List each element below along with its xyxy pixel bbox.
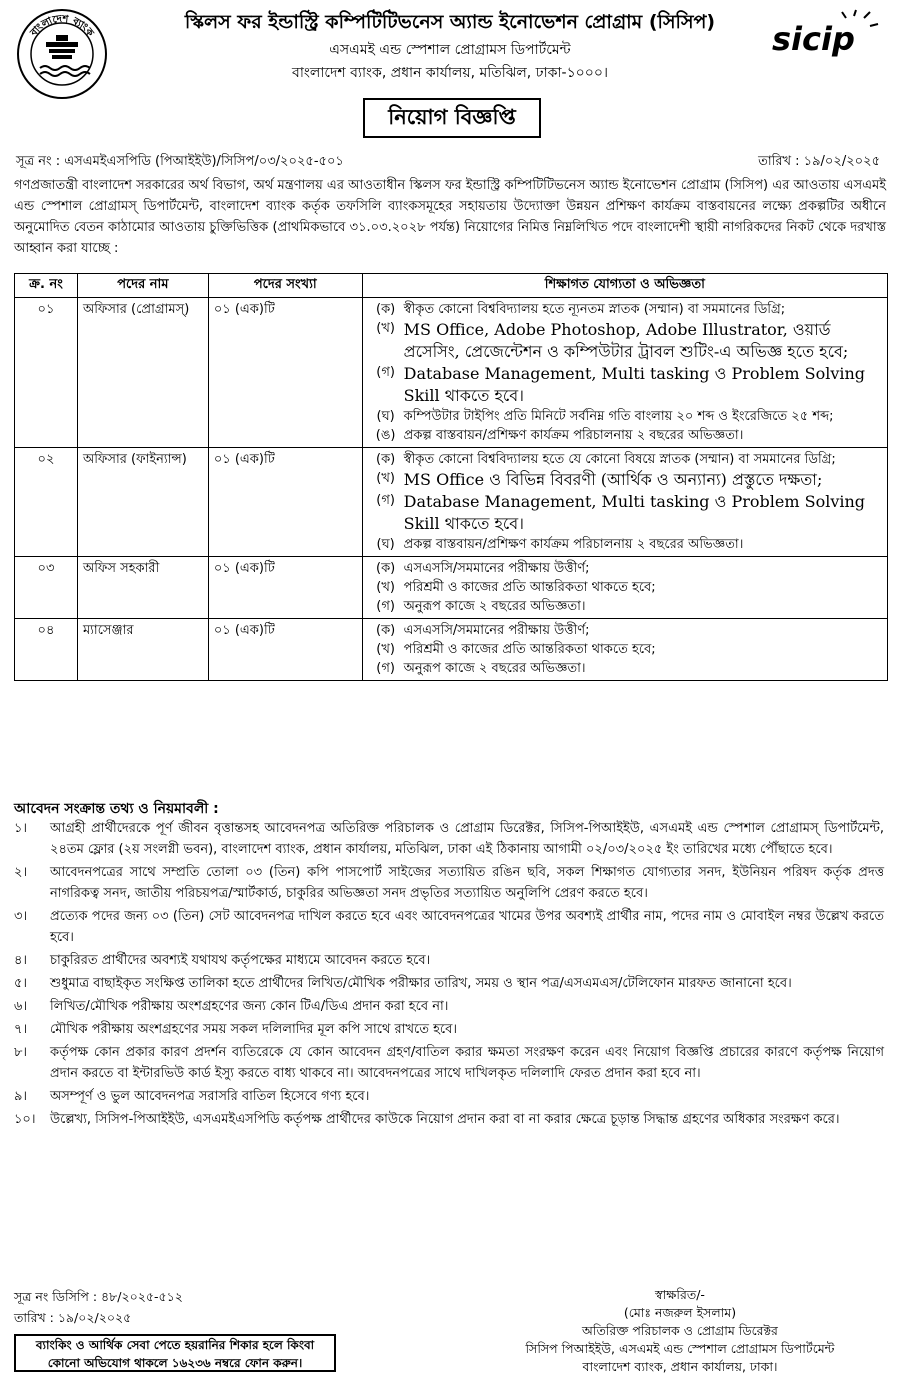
memo-number: সূত্র নং : এসএমইএসপিডি (পিআইইউ)/সিসিপ/০৩/২০২৫-৫০১ [16, 154, 344, 169]
notice-title: নিয়োগ বিজ্ঞপ্তি [363, 98, 541, 138]
sicip-logo [768, 8, 894, 66]
qualification-cell [362, 448, 887, 557]
item-marker: (গ) [376, 661, 395, 676]
footer-reference [14, 1286, 183, 1328]
qualification-text: পরিশ্রমী ও কাজের প্রতি আন্তরিকতা থাকতে হবে; [403, 642, 656, 657]
qualification-text: স্বীকৃত কোনো বিশ্ববিদ্যালয় হতে ন্যূনতম স্নাতক (সম্মান) বা সমমানের ডিগ্রি; [403, 302, 786, 317]
rule-number: ১। [14, 821, 28, 836]
serial-cell: ০২ [15, 448, 78, 557]
post-cell: ম্যাসেঞ্জার [77, 619, 208, 681]
program-title: স্কিলস ফর ইন্ডাস্ট্রি কম্পিটিটিভনেস অ্যান্ড ইনোভেশন প্রোগ্রাম (সিসিপ) [184, 11, 716, 33]
item-marker: (ক) [376, 302, 396, 317]
count-cell: ০১ (এক)টি [208, 298, 362, 448]
count-cell: ০১ (এক)টি [208, 619, 362, 681]
qualification-text: অনুরূপ কাজে ২ বছরের অভিজ্ঞতা। [403, 661, 586, 676]
list-item [14, 1019, 884, 1040]
rule-number: ৩। [14, 909, 28, 924]
qualification-text: পরিশ্রমী ও কাজের প্রতি আন্তরিকতা থাকতে হবে; [403, 580, 656, 595]
rule-number: ৬। [14, 999, 28, 1014]
signature-block [470, 1286, 890, 1376]
list-item [14, 818, 884, 860]
rule-number: ২। [14, 865, 28, 880]
rule-number: ১০। [14, 1112, 36, 1127]
serial-cell: ০৩ [15, 557, 78, 619]
col-header-qualification: শিক্ষাগত যোগ্যতা ও অভিজ্ঞতা [362, 274, 887, 298]
rule-text: উল্লেখ্য, সিসিপ-পিআইইউ, এসএমইএসপিডি কর্তৃপক্ষ প্রার্থীদের কাউকে নিয়োগ প্রদান করা বা না করার ক্ষেত্রে চূড়ান্ত সিদ্ধান্ত গ্রহণের অধিকার সংরক্ষণ করে। [50, 1112, 840, 1127]
office-address: বাংলাদেশ ব্যাংক, প্রধান কার্যালয়, মতিঝিল, ঢাকা-১০০০। [292, 65, 608, 81]
list-item [14, 973, 884, 994]
rule-number: ৭। [14, 1022, 28, 1037]
serial-cell: ০৪ [15, 619, 78, 681]
qualification-cell [362, 298, 887, 448]
col-header-serial: ক্র. নং [15, 274, 78, 298]
col-header-count: পদের সংখ্যা [208, 274, 362, 298]
list-item [14, 1109, 884, 1130]
list-item [14, 1086, 884, 1107]
serial-cell: ০১ [15, 298, 78, 448]
footer-date: তারিখ : ১৯/০২/২০২৫ [14, 1310, 132, 1325]
item-marker: (ক) [376, 623, 396, 638]
qualification-text: অনুরূপ কাজে ২ বছরের অভিজ্ঞতা। [403, 599, 586, 614]
signatory-designation: অতিরিক্ত পরিচালক ও প্রোগ্রাম ডিরেক্টর [582, 1323, 778, 1338]
vacancy-table [14, 273, 888, 681]
rules-heading: আবেদন সংক্রান্ত তথ্য ও নিয়মাবলী : [14, 801, 219, 817]
rule-number: ৫। [14, 976, 28, 991]
post-cell: অফিস সহকারী [77, 557, 208, 619]
item-marker: (গ) [376, 493, 395, 508]
qualification-text: এসএসসি/সমমানের পরীক্ষায় উত্তীর্ণ; [403, 561, 590, 576]
list-item [14, 996, 884, 1017]
qualification-text: প্রকল্প বাস্তবায়ন/প্রশিক্ষণ কার্যক্রম পরিচালনায় ২ বছরের অভিজ্ঞতা। [403, 428, 744, 443]
helpline-warning-box: ব্যাংকিং ও আর্থিক সেবা পেতে হয়রানির শিকার হলে কিংবা কোনো অভিযোগ থাকলে ১৬২৩৬ নম্বরে ফোন করুন। [14, 1334, 336, 1372]
qualification-text: MS Office, Adobe Photoshop, Adobe Illustrator, ওয়ার্ড প্রসেসিং, প্রেজেন্টেশন ও কম্পিউটার ট্রাবল শুটিং-এ অভিজ্ঞ হতে হবে; [403, 320, 849, 361]
rule-text: আবেদনপত্রের সাথে সম্প্রতি তোলা ০৩ (তিন) কপি পাসপোর্ট সাইজের সত্যায়িত রঙিন ছবি, সকল শিক্ষাগত যোগ্যতার সনদ, ইউনিয়ন পরিষদ কর্তৃক প্রদত্ত নাগরিকত্ব সনদ, জাতীয় পরিচয়পত্র/স্মার্টকার্ড, চাকুরির অভিজ্ঞতা সনদ প্রভৃতির সত্যায়িত অনুলিপি প্রেরণ করতে হবে। [50, 865, 884, 901]
signatory-organization: বাংলাদেশ ব্যাংক, প্রধান কার্যালয়, ঢাকা। [582, 1359, 778, 1374]
item-marker: (ঘ) [376, 409, 395, 424]
item-marker: (খ) [376, 580, 395, 595]
item-marker: (ঙ) [375, 428, 396, 443]
rule-text: কর্তৃপক্ষ কোন প্রকার কারণ প্রদর্শন ব্যতিরেকে যে কোন আবেদন গ্রহণ/বাতিল করার ক্ষমতা সংরক্ষণ করেন এবং নিয়োগ বিজ্ঞপ্তি প্রচারের কারণে কর্তৃপক্ষ নিয়োগ প্রদান করতে বা ইন্টারভিউ কার্ড ইস্যু করতে বাধ্য থাকবে না। আবেদনপত্রের সাথে দাখিলকৃত দলিলাদি ফেরত প্রদান করা হবে না। [50, 1045, 884, 1081]
qualification-text: Database Management, Multi tasking ও Problem Solving Skill থাকতে হবে। [403, 492, 866, 533]
department-name: এসএমই এন্ড স্পেশাল প্রোগ্রামস ডিপার্টমেন্ট [329, 42, 571, 58]
rule-text: চাকুরিরত প্রার্থীদের অবশ্যই যথাযথ কর্তৃপক্ষের মাধ্যমে আবেদন করতে হবে। [50, 953, 431, 968]
list-item [14, 906, 884, 948]
item-marker: (গ) [376, 599, 395, 614]
rule-text: আগ্রহী প্রার্থীদেরকে পূর্ণ জীবন বৃত্তান্তসহ আবেদনপত্র অতিরিক্ত পরিচালক ও প্রোগ্রাম ডিরেক্টর, সিসিপ-পিআইইউ, এসএমই এন্ড স্পেশাল প্রোগ্রামস্ ডিপার্টমেন্ট, ২৪তম ফ্লোর (২য় সংলগ্নী ভবন), বাংলাদেশ ব্যাংক, প্রধান কার্যালয়, মতিঝিল, ঢাকা এই ঠিকানায় আগামী ০২/০৩/২০২৫ ইং তারিখের মধ্যে পৌঁছাতে হবে। [50, 821, 884, 857]
rule-number: ৪। [14, 953, 28, 968]
qualification-text: কম্পিউটার টাইপিং প্রতি মিনিটে সর্বনিম্ন গতি বাংলায় ২০ শব্দ ও ইংরেজিতে ২৫ শব্দ; [403, 409, 834, 424]
list-item [14, 1042, 884, 1084]
item-marker: (ক) [376, 561, 396, 576]
rule-number: ৮। [14, 1045, 28, 1060]
footer-memo-number: সূত্র নং ডিসিপি : ৪৮/২০২৫-৫১২ [14, 1289, 183, 1304]
signatory-office: সিসিপ পিআইইউ, এসএমই এন্ড স্পেশাল প্রোগ্রামস ডিপার্টমেন্ট [525, 1341, 835, 1356]
rule-text: লিখিত/মৌখিক পরীক্ষায় অংশগ্রহণের জন্য কোন টিএ/ডিএ প্রদান করা হবে না। [50, 999, 449, 1014]
table-row [15, 448, 888, 557]
qualification-text: স্বীকৃত কোনো বিশ্ববিদ্যালয় হতে যে কোনো বিষয়ে স্নাতক (সম্মান) বা সমমানের ডিগ্রি; [403, 452, 836, 467]
qualification-text: এসএসসি/সমমানের পরীক্ষায় উত্তীর্ণ; [403, 623, 590, 638]
col-header-post: পদের নাম [77, 274, 208, 298]
count-cell: ০১ (এক)টি [208, 557, 362, 619]
item-marker: (খ) [376, 321, 395, 336]
item-marker: (খ) [376, 471, 395, 486]
item-marker: (ক) [376, 452, 396, 467]
list-item [14, 862, 884, 904]
item-marker: (ঘ) [376, 537, 395, 552]
rules-list [14, 818, 884, 1132]
item-marker: (খ) [376, 642, 395, 657]
qualification-cell [362, 557, 887, 619]
memo-date: তারিখ : ১৯/০২/২০২৫ [758, 154, 880, 169]
count-cell: ০১ (এক)টি [208, 448, 362, 557]
sicip-logo-text: sicip [772, 20, 855, 58]
rule-text: শুধুমাত্র বাছাইকৃত সংক্ষিপ্ত তালিকা হতে প্রার্থীদের লিখিত/মৌখিক পরীক্ষার তারিখ, সময় ও স্থান পত্র/এসএমএস/টেলিফোন মারফত জানানো হবে। [50, 976, 792, 991]
qualification-text: প্রকল্প বাস্তবায়ন/প্রশিক্ষণ কার্যক্রম পরিচালনায় ২ বছরের অভিজ্ঞতা। [403, 537, 744, 552]
rule-text: মৌখিক পরীক্ষায় অংশগ্রহণের সময় সকল দলিলাদির মূল কপি সাথে রাখতে হবে। [50, 1022, 458, 1037]
rule-text: অসম্পূর্ণ ও ভুল আবেদনপত্র সরাসরি বাতিল হিসেবে গণ্য হবে। [50, 1089, 370, 1104]
list-item [14, 950, 884, 971]
post-cell: অফিসার (ফাইন্যান্স) [77, 448, 208, 557]
table-row [15, 298, 888, 448]
item-marker: (গ) [376, 365, 395, 380]
qualification-text: Database Management, Multi tasking ও Problem Solving Skill থাকতে হবে। [403, 364, 866, 405]
table-row [15, 557, 888, 619]
qualification-cell [362, 619, 887, 681]
bangladesh-bank-seal-logo [16, 8, 108, 100]
rule-text: প্রত্যেক পদের জন্য ০৩ (তিন) সেট আবেদনপত্র দাখিল করতে হবে এবং আবেদনপত্রের খামের উপর অবশ্যই প্রার্থীর নাম, পদের নাম ও মোবাইল নম্বর উল্লেখ করতে হবে। [50, 909, 884, 945]
signatory-name: (মোঃ নজরুল ইসলাম) [623, 1305, 737, 1320]
table-header-row [15, 274, 888, 298]
rule-number: ৯। [14, 1089, 28, 1104]
signed-label: স্বাক্ষরিত/- [655, 1287, 705, 1302]
table-row [15, 619, 888, 681]
seal-text: বাংলাদেশ ব্যাংক [28, 13, 96, 39]
intro-paragraph: গণপ্রজাতন্ত্রী বাংলাদেশ সরকারের অর্থ বিভাগ, অর্থ মন্ত্রণালয় এর আওতাধীন স্কিলস ফর ইন্ডাস্ট্রি কম্পিটিটিভনেস অ্যান্ড ইনোভেশন প্রোগ্রাম (সিসিপ) এর আওতায় এসএমই এন্ড স্পেশাল প্রোগ্রামস্ ডিপার্টমেন্ট, বাংলাদেশ ব্যাংক কর্তৃক তফসিলি ব্যাংকসমূহের সহায়তায় উদ্যোক্তা উন্নয়ন প্রশিক্ষণ কার্যক্রম বাস্তবায়নের লক্ষ্যে প্রকল্পটির অধীনে অনুমোদিত বেতন কাঠামোর আওতায় চুক্তিভিত্তিক (প্রাথমিকভাবে ৩১.০৩.২০২৮ পর্যন্ত) নিয়োগের নিমিত্ত নিম্নলিখিত পদে বাংলাদেশী স্থায়ী নাগরিকদের নিকট থেকে দরখাস্ত আহ্বান করা যাচ্ছে : [14, 178, 886, 256]
post-cell: অফিসার (প্রোগ্রামস্) [77, 298, 208, 448]
qualification-text: MS Office ও বিভিন্ন বিবরণী (আর্থিক ও অন্যান্য) প্রস্তুতে দক্ষতা; [403, 470, 823, 489]
